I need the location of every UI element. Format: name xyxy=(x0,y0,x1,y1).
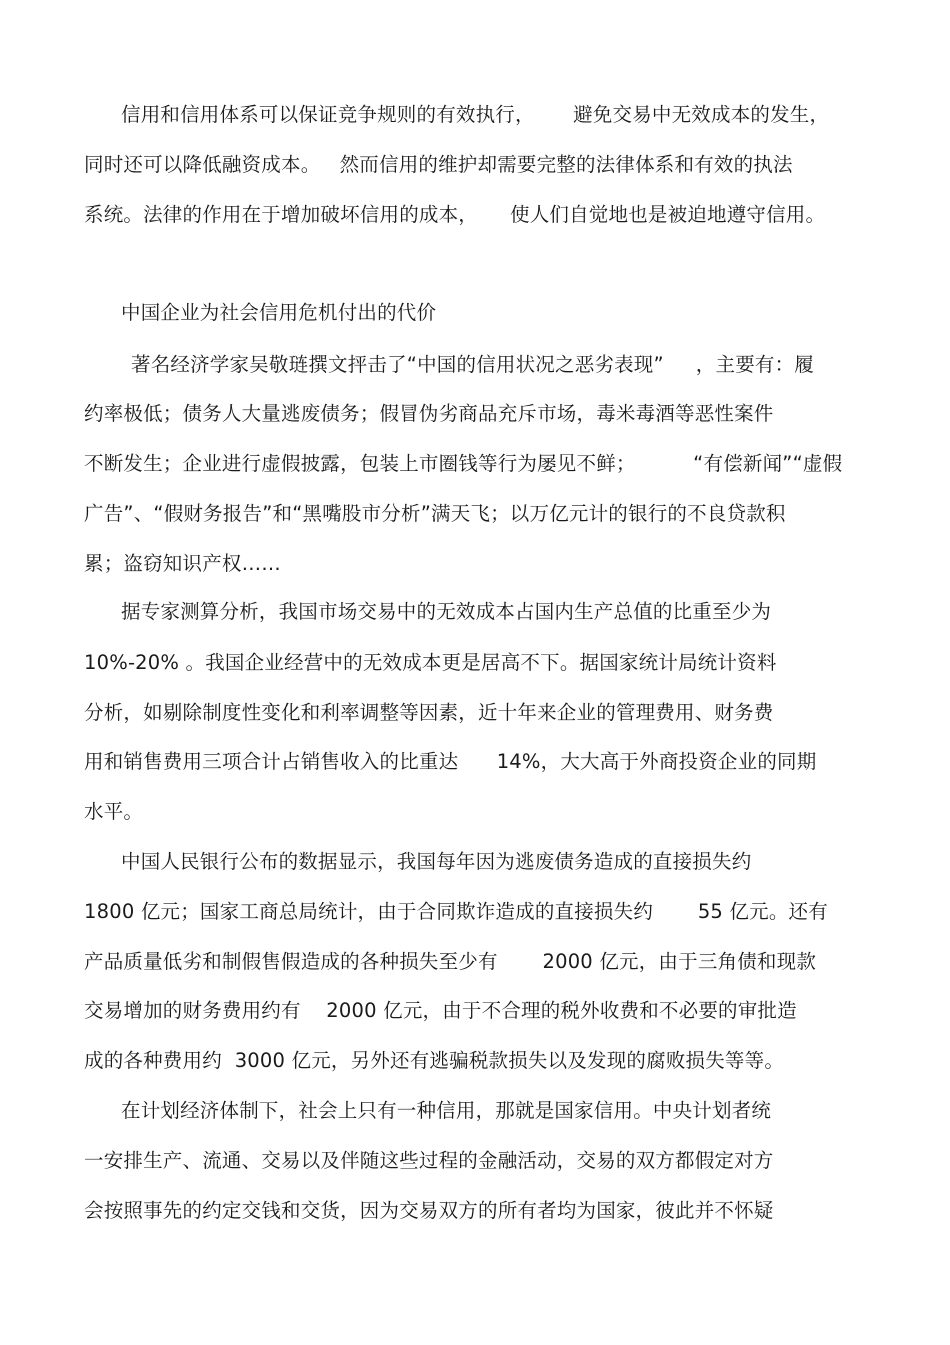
text-line: 广告”、“假财务报告”和“黑嘴股市分析”满天飞；以万亿元计的银行的不良贷款积 xyxy=(84,502,786,525)
text-line: 用和销售费用三项合计占销售收入的比重达 14%，大大高于外商投资企业的同期 xyxy=(84,750,817,773)
text-line: 1800 亿元；国家工商总局统计，由于合同欺诈造成的直接损失约 55 亿元。还有 xyxy=(84,900,828,923)
text-line: 一安排生产、流通、交易以及伴随这些过程的金融活动，交易的双方都假定对方 xyxy=(84,1149,774,1172)
text-line: 分析，如剔除制度性变化和利率调整等因素，近十年来企业的管理费用、财务费 xyxy=(84,701,774,724)
text-line: 著名经济学家吴敬琏撰文抨击了“中国的信用状况之恶劣表现” ，主要有：履 xyxy=(131,353,814,376)
text-line: 信用和信用体系可以保证竞争规则的有效执行， 避免交易中无效成本的发生， xyxy=(121,103,830,126)
text-line: 产品质量低劣和制假售假造成的各种损失至少有 2000 亿元，由于三角债和现款 xyxy=(84,950,817,973)
text-line: 交易增加的财务费用约有 2000 亿元，由于不合理的税外收费和不必要的审批造 xyxy=(84,999,797,1022)
text-line: 累；盗窃知识产权…… xyxy=(84,552,282,575)
text-line: 在计划经济体制下，社会上只有一种信用，那就是国家信用。中央计划者统 xyxy=(121,1099,772,1122)
text-line: 会按照事先的约定交钱和交货，因为交易双方的所有者均为国家，彼此并不怀疑 xyxy=(84,1199,774,1222)
text-line: 据专家测算分析，我国市场交易中的无效成本占国内生产总值的比重至少为 xyxy=(121,600,772,623)
text-line: 约率极低；债务人大量逃废债务；假冒伪劣商品充斥市场，毒米毒酒等恶性案件 xyxy=(84,402,774,425)
text-line: 中国人民银行公布的数据显示，我国每年因为逃废债务造成的直接损失约 xyxy=(121,850,752,873)
text-line: 不断发生；企业进行虚假披露，包装上市圈钱等行为屡见不鲜； “有偿新闻”“虚假 xyxy=(84,452,843,475)
text-line: 10%-20% 。我国企业经营中的无效成本更是居高不下。据国家统计局统计资料 xyxy=(84,651,777,674)
text-line: 系统。法律的作用在于增加破坏信用的成本， 使人们自觉地也是被迫地遵守信用。 xyxy=(84,203,826,226)
text-line: 水平。 xyxy=(84,800,144,823)
text-line: 成的各种费用约 3000 亿元，另外还有逃骗税款损失以及发现的腐败损失等等。 xyxy=(84,1049,785,1072)
text-line: 同时还可以降低融资成本。 然而信用的维护却需要完整的法律体系和有效的执法 xyxy=(84,153,793,176)
heading-line: 中国企业为社会信用危机付出的代价 xyxy=(121,301,437,324)
